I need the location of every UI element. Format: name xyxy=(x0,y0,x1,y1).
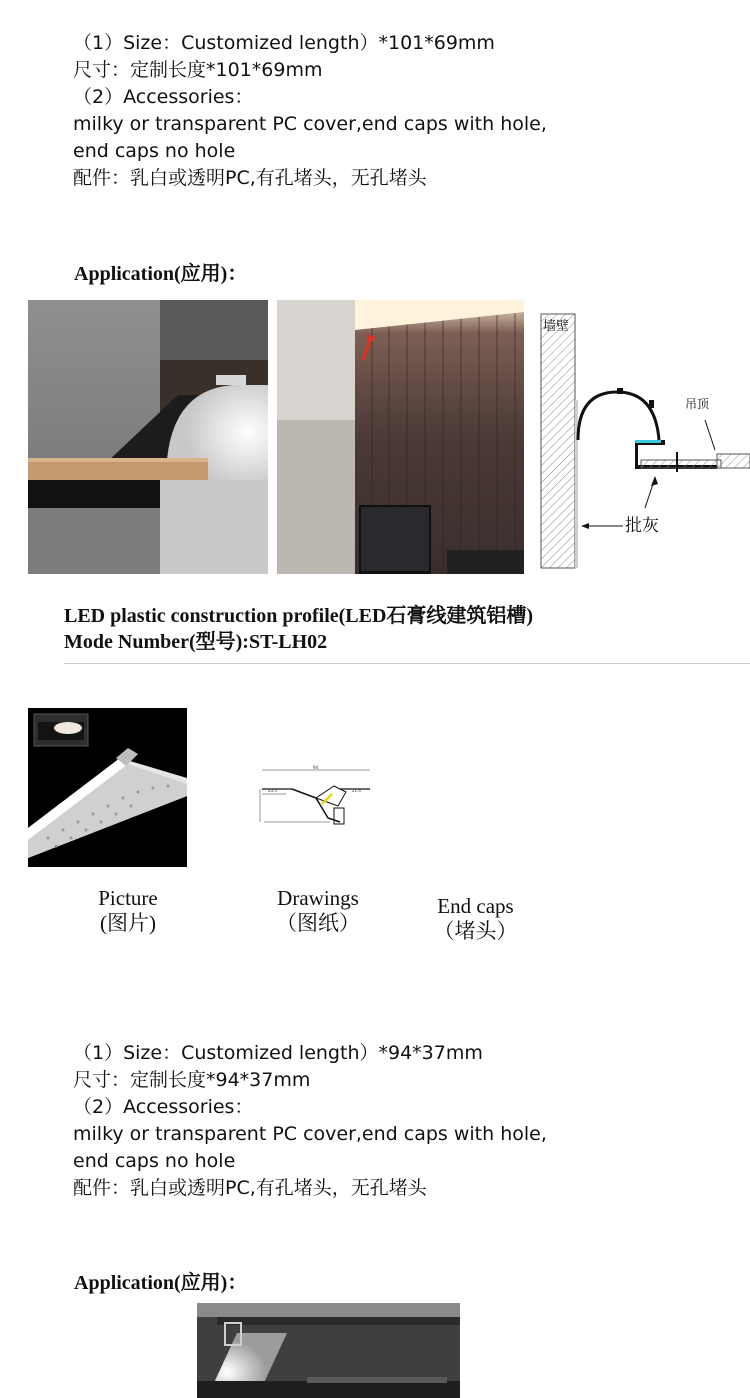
divider xyxy=(64,663,750,664)
dim-right: 21.4 xyxy=(352,788,361,793)
size-cn: 尺寸：定制长度*101*69mm xyxy=(73,59,323,81)
accessories-title: （2）Accessories： xyxy=(73,1096,254,1118)
accessories-en-line1: milky or transparent PC cover,end caps with hole, xyxy=(73,113,547,135)
spec-block-2 xyxy=(73,1040,547,1202)
size-en: （1）Size：Customized length）*101*69mm xyxy=(73,32,495,54)
accessories-en-line2: end caps no hole xyxy=(73,140,236,162)
drawings-caption-cn: （图纸） xyxy=(276,911,360,935)
wall-light-photo xyxy=(277,300,524,574)
cove-render-image xyxy=(28,300,268,574)
size-en: （1）Size：Customized length）*94*37mm xyxy=(73,1042,483,1064)
accessories-en-line1: milky or transparent PC cover,end caps with hole, xyxy=(73,1123,547,1145)
application-heading-2: Application(应用)： xyxy=(74,1272,248,1294)
accessories-title: （2）Accessories： xyxy=(73,86,254,108)
plaster-label: 批灰 xyxy=(625,516,659,536)
picture-caption-cn: (图片) xyxy=(100,911,156,935)
technical-drawing xyxy=(256,764,374,828)
dim-left: 23.5 xyxy=(268,788,277,793)
spec-block-1 xyxy=(73,30,547,192)
accessories-cn: 配件：乳白或透明PC,有孔堵头，无孔堵头 xyxy=(73,167,427,189)
product-title-block xyxy=(64,603,533,655)
drawings-caption-en: Drawings xyxy=(277,886,359,910)
picture-caption-en: Picture xyxy=(98,886,158,910)
accessories-en-line2: end caps no hole xyxy=(73,1150,236,1172)
endcaps-caption-cn: （堵头） xyxy=(433,919,518,943)
model-number: Mode Number(型号):ST-LH02 xyxy=(64,631,328,653)
ceiling-label: 吊顶 xyxy=(685,397,710,411)
dim-width: 94 xyxy=(313,765,319,770)
drawings-caption xyxy=(258,886,378,936)
endcaps-caption-en: End caps xyxy=(437,894,514,918)
install-render-image xyxy=(197,1303,460,1398)
product-name: LED plastic construction profile(LED石膏线建筑铝槽) xyxy=(64,605,534,627)
endcaps-caption xyxy=(418,894,533,944)
section-diagram xyxy=(537,300,750,574)
application-heading-1: Application(应用)： xyxy=(74,263,248,285)
picture-caption xyxy=(78,886,178,936)
product-picture xyxy=(28,708,187,867)
wall-label: 墙壁 xyxy=(543,319,570,334)
size-cn: 尺寸：定制长度*94*37mm xyxy=(73,1069,311,1091)
accessories-cn: 配件：乳白或透明PC,有孔堵头，无孔堵头 xyxy=(73,1177,427,1199)
